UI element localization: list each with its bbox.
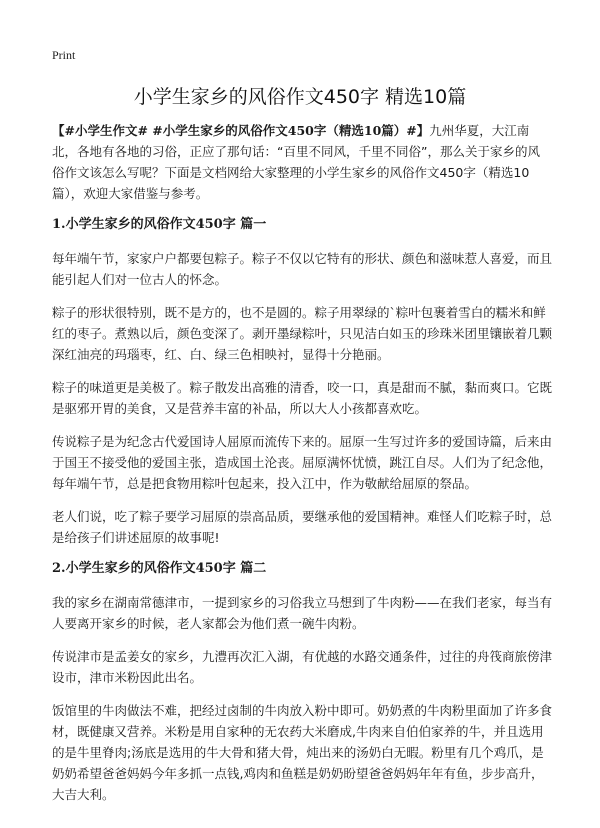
article-body (52, 120, 552, 817)
section-2-paragraph-1: 我的家乡在湖南常德津市，一提到家乡的习俗我立马想到了牛肉粉——在我们老家，每当有人要离开家乡的时候，老人家都会为他们煮一碗牛肉粉。 (52, 595, 553, 631)
intro-lead: 【#小学生作文# #小学生家乡的风俗作文450字（精选10篇）#】 (52, 123, 430, 138)
section-1-paragraph-5: 老人们说，吃了粽子要学习屈原的崇高品质，要继承他的爱国精神。难怪人们吃粽子时，总是给孩子们讲述屈原的故事呢! (52, 509, 553, 545)
section-2-paragraph-2: 传说津市是孟姜女的家乡，九澧再次汇入湖，有优越的水路交通条件，过往的舟筏商旅傍津设市，津市米粉因此出名。 (52, 649, 553, 685)
intro-text: 九州华夏，大江南北，各地有各地的习俗，正应了那句话：“百里不同风，千里不同俗”，那么关于家乡的风俗作文该怎么写呢？下面是文档网给大家整理的小学生家乡的风俗作文450字（精选10篇），欢迎大家借鉴与参考。 (52, 123, 540, 201)
intro-paragraph (52, 120, 552, 204)
section-1-paragraph-4: 传说粽子是为纪念古代爱国诗人屈原而流传下来的。屈原一生写过许多的爱国诗篇，后来由于国王不接受他的爱国主张，造成国土沦丧。屈原满怀忧愤，跳江自尽。人们为了纪念他，每年端午节，总是把食物用粽叶包起来，投入江中，作为敬献给屈原的祭品。 (52, 434, 553, 491)
page-title: 小学生家乡的风俗作文450字 精选10篇 (133, 86, 467, 108)
section-1-paragraph-2: 粽子的形状很特别，既不是方的，也不是圆的。粽子用翠绿的`粽叶包裹着雪白的糯米和鲜红的枣子。煮熟以后，颜色变深了。剥开墨绿粽叶，只见洁白如玉的珍珠米团里镶嵌着几颗深红油亮的玛瑙枣，红、白、绿三色相映衬，显得十分艳丽。 (52, 305, 553, 362)
section-1-paragraph-3: 粽子的味道更是美极了。粽子散发出高雅的清香，咬一口，真是甜而不腻，黏而爽口。它既是驱邪开胃的美食，又是营养丰富的补品，所以大人小孩都喜欢吃。 (52, 380, 553, 416)
print-link[interactable]: Print (52, 48, 76, 62)
section-2-paragraph-3: 饭馆里的牛肉做法不难，把经过卤制的牛肉放入粉中即可。奶奶煮的牛肉粉里面加了许多食材，既健康又营养。米粉是用自家种的无农药大米磨成,牛肉来自伯伯家养的牛，并且选用的是牛里脊肉;汤底是选用的牛大骨和猪大骨，炖出来的汤奶白无暇。粉里有几个鸡爪，是奶奶希望爸爸妈妈今年多抓一点钱,鸡肉和鱼糕是奶奶盼望爸爸妈妈年年有鱼，步步高升，大吉大利。 (52, 703, 553, 802)
section-heading-1: 1.小学生家乡的风俗作文450字 篇一 (52, 217, 267, 232)
section-1-paragraph-1: 每年端午节，家家户户都要包粽子。粽子不仅以它特有的形状、颜色和滋味惹人喜爱，而且能引起人们对一位古人的怀念。 (52, 251, 553, 287)
section-heading-2: 2.小学生家乡的风俗作文450字 篇二 (52, 561, 267, 576)
